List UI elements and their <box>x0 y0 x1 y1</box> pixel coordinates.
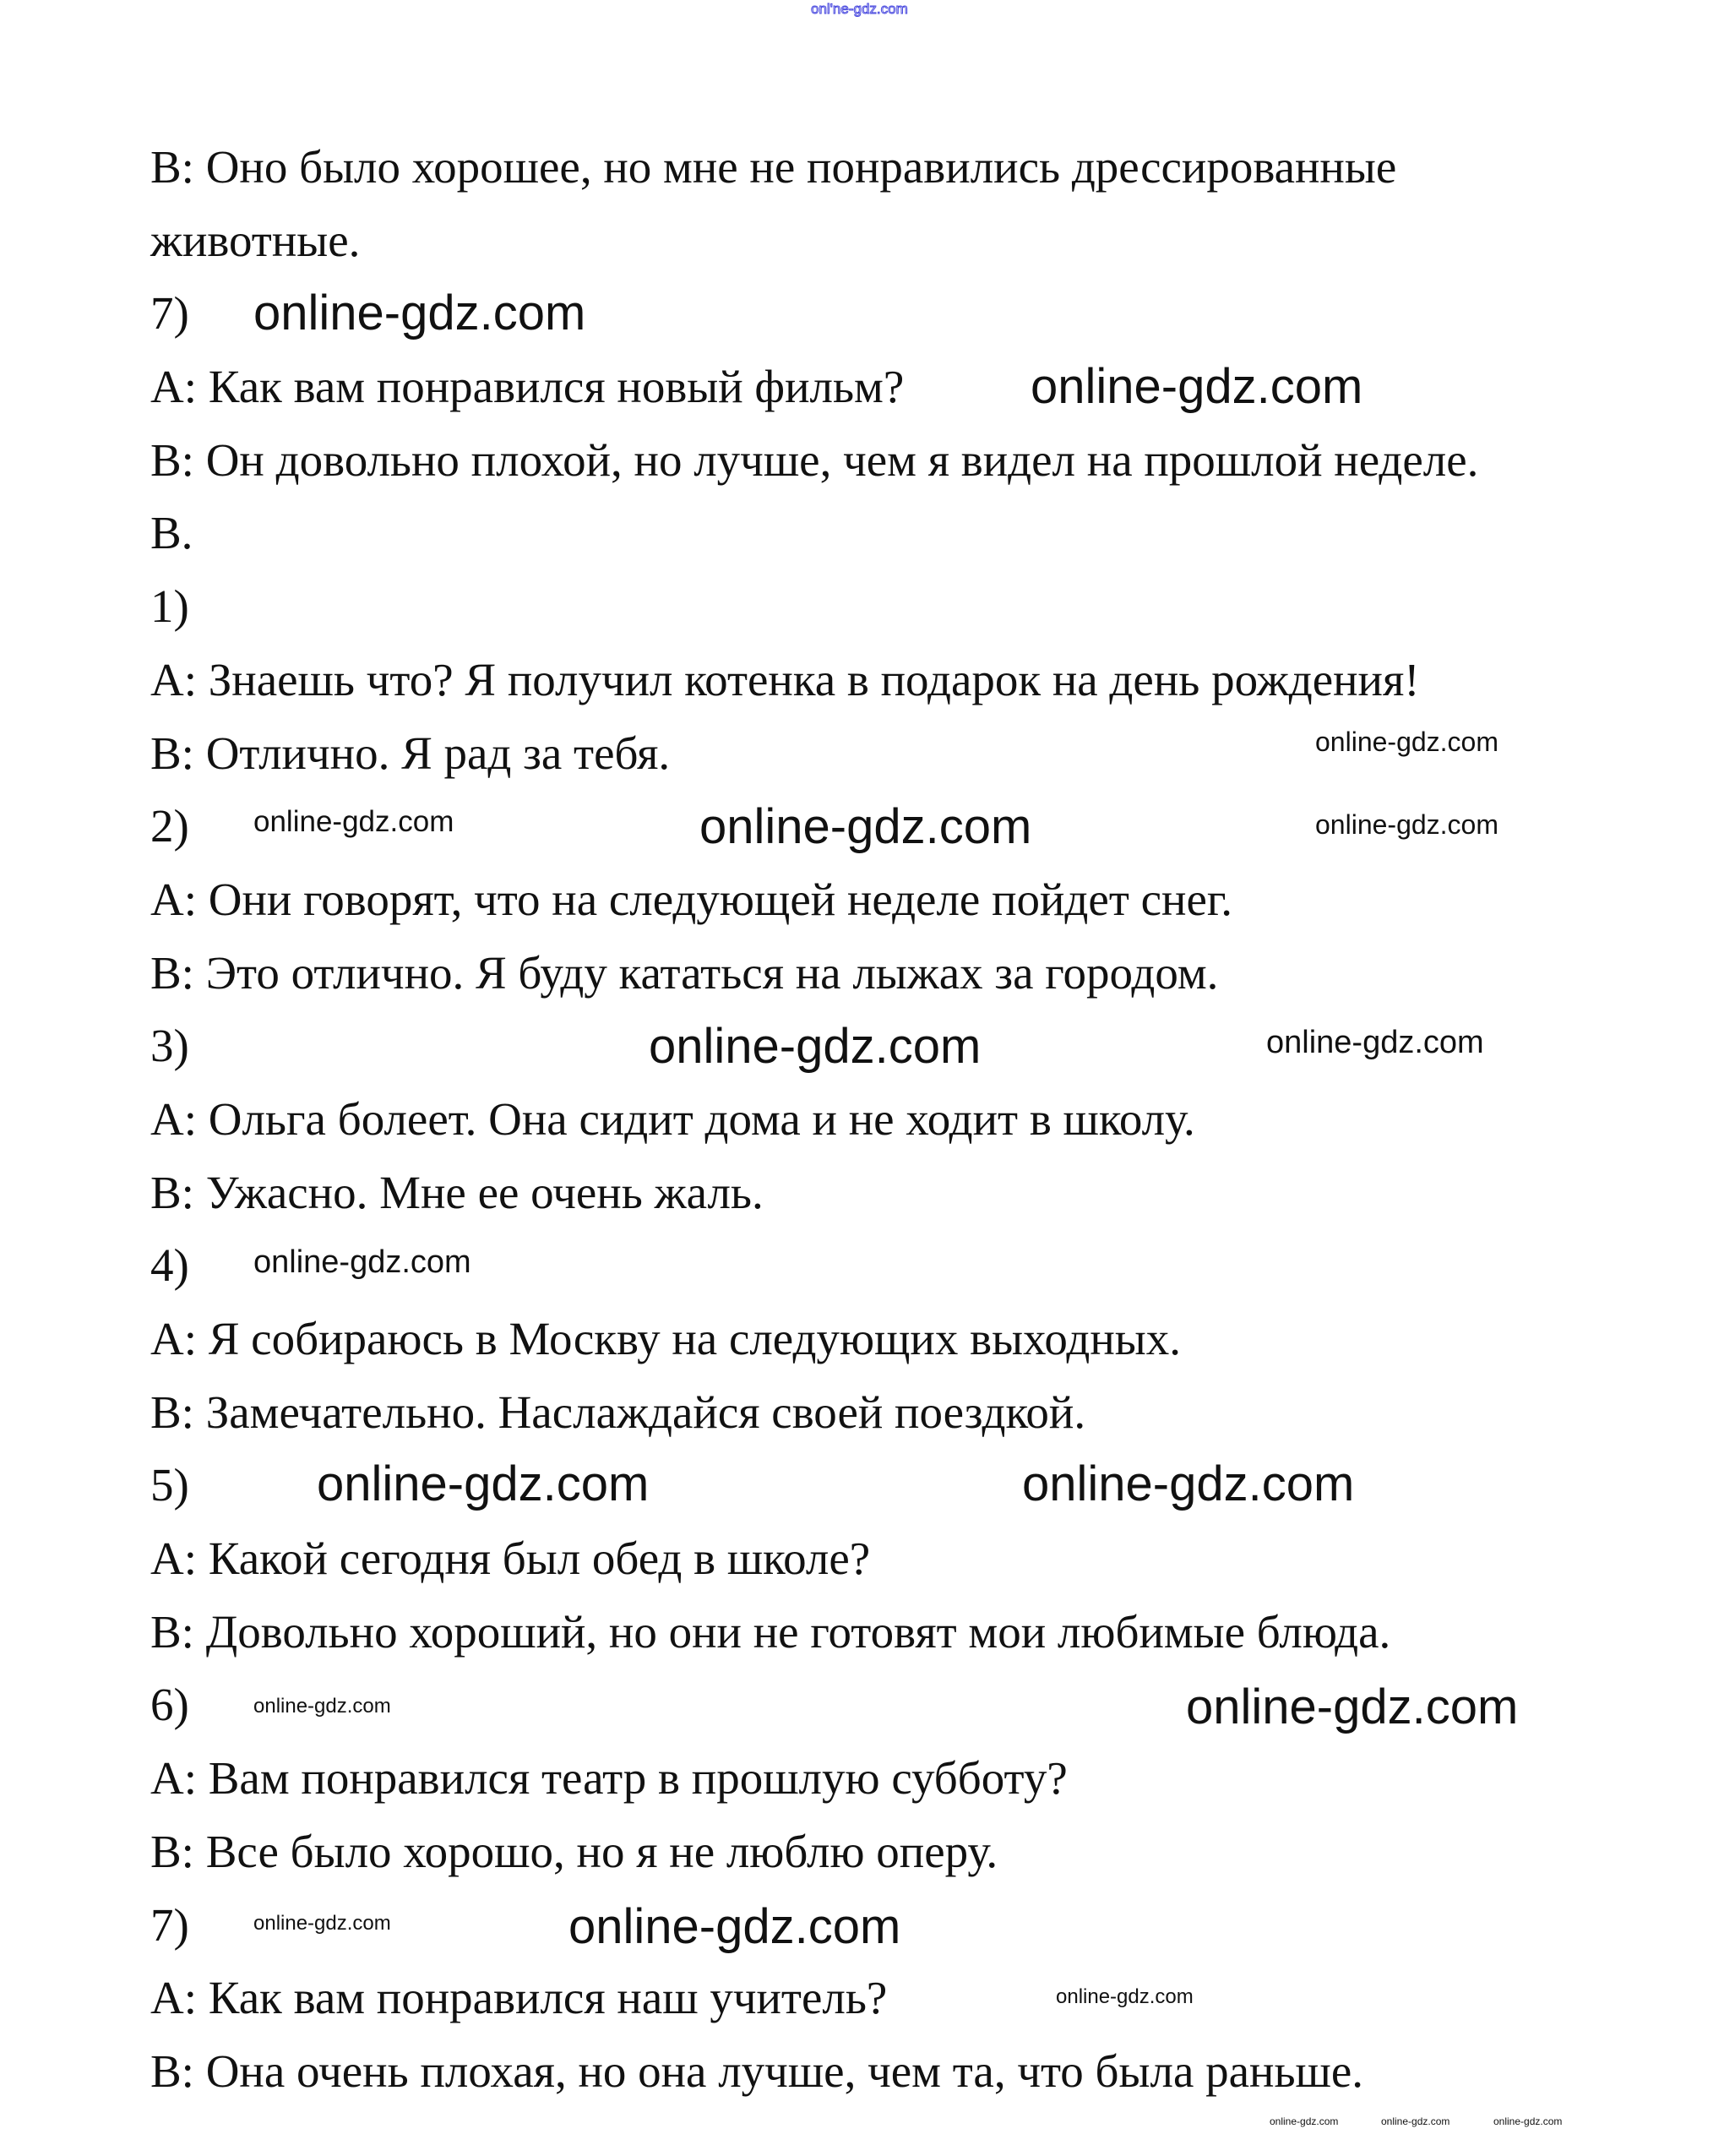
watermark: online-gdz.com <box>1493 2115 1563 2127</box>
text-line: A: Я собираюсь в Москву на следующих выходных. <box>150 1313 1181 1364</box>
text-line: B: Это отлично. Я буду кататься на лыжах за городом. <box>150 946 1219 999</box>
watermark: online-gdz.com <box>1381 2115 1450 2127</box>
document-body <box>150 131 1478 2109</box>
text-line: B. <box>150 507 193 559</box>
text-line: 6) <box>150 1679 189 1731</box>
watermark: online-gdz.com <box>1186 1680 1519 1734</box>
text-line: A: Ольга болеет. Она сидит дома и не ходит в школу. <box>150 1092 1195 1145</box>
watermark: online-gdz.com <box>1022 1456 1355 1511</box>
watermark-top: onl'ne-gdz.com <box>811 1 908 17</box>
text-line: A: Вам понравился театр в прошлую субботу? <box>150 1752 1068 1805</box>
text-line: B: Ужасно. Мне ее очень жаль. <box>150 1166 764 1218</box>
watermark: online-gdz.com <box>699 799 1032 854</box>
watermark: online-gdz.com <box>1056 1985 1194 2008</box>
watermark: online-gdz.com <box>1031 359 1363 414</box>
text-line: A: Как вам понравился новый фильм? <box>150 361 905 413</box>
text-line: 5) <box>150 1459 189 1511</box>
text-line: 4) <box>150 1239 189 1292</box>
text-line: 2) <box>150 800 189 852</box>
watermark: online-gdz.com <box>253 805 454 838</box>
watermark: online-gdz.com <box>253 286 586 340</box>
text-line: 7) <box>150 1898 189 1951</box>
text-line: A: Какой сегодня был обед в школе? <box>150 1533 871 1585</box>
watermark: online-gdz.com <box>568 1899 901 1954</box>
text-line: B: Он довольно плохой, но лучше, чем я видел на прошлой неделе. <box>150 433 1479 486</box>
text-line: A: Как вам понравился наш учитель? <box>150 1972 888 2024</box>
text-line: B: Оно было хорошее, но мне не понравились дрессированные <box>150 141 1397 193</box>
text-line: 1) <box>150 580 189 633</box>
watermark: online-gdz.com <box>253 1912 391 1935</box>
watermark: online-gdz.com <box>1266 1025 1484 1060</box>
text-line: A: Знаешь что? Я получил котенка в подарок на день рождения! <box>150 653 1420 705</box>
watermark: online-gdz.com <box>649 1019 982 1074</box>
text-line: 3) <box>150 1020 189 1072</box>
text-line: B: Довольно хороший, но они не готовят мои любимые блюда. <box>150 1605 1391 1658</box>
watermark: online-gdz.com <box>253 1244 471 1280</box>
text-line: 7) <box>150 287 189 340</box>
text-line: B: Отлично. Я рад за тебя. <box>150 727 671 779</box>
text-line: животные. <box>150 214 361 266</box>
text-line: B: Замечательно. Наслаждайся своей поездкой. <box>150 1386 1086 1438</box>
watermark: online-gdz.com <box>1270 2115 1339 2127</box>
text-line: B: Все было хорошо, но я не люблю оперу. <box>150 1825 998 1877</box>
watermark: online-gdz.com <box>1315 809 1498 840</box>
text-line: A: Они говорят, что на следующей неделе пойдет снег. <box>150 873 1232 925</box>
text-line: B: Она очень плохая, но она лучше, чем та, что была раньше. <box>150 2044 1364 2097</box>
watermark: online-gdz.com <box>1315 727 1498 757</box>
watermark: online-gdz.com <box>317 1456 650 1511</box>
watermark: online-gdz.com <box>253 1695 391 1718</box>
